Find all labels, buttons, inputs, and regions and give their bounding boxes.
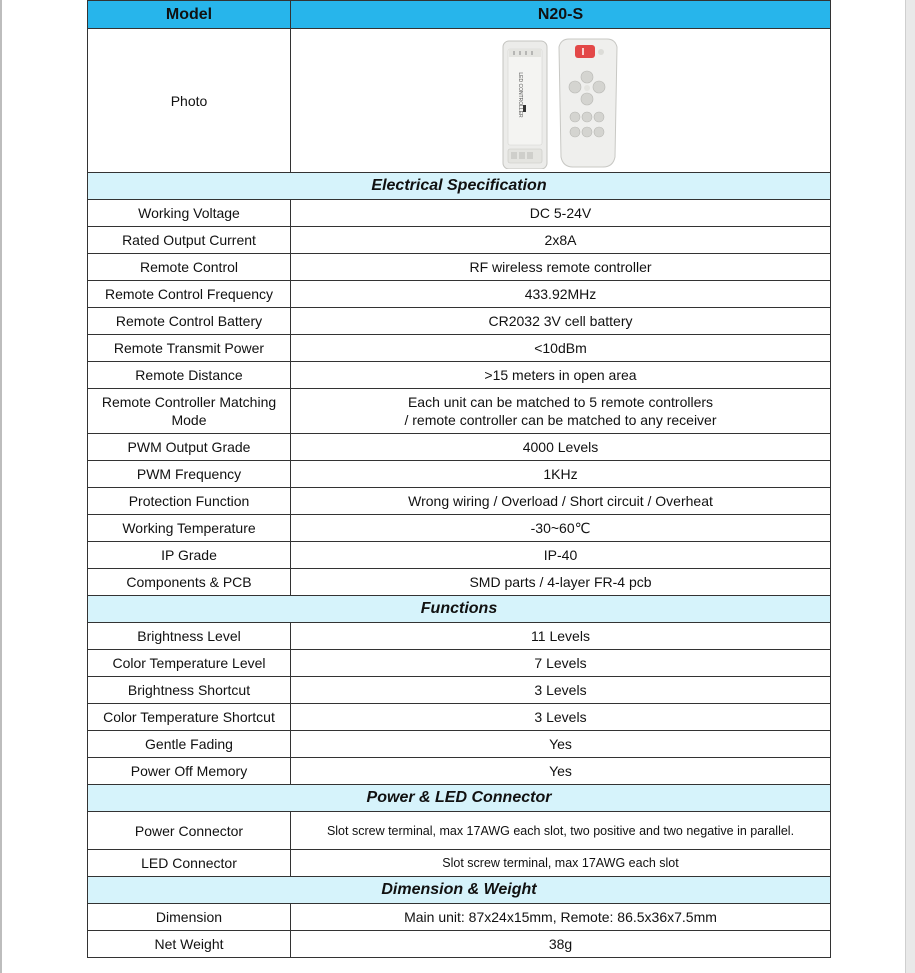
- table-row: [88, 850, 831, 877]
- spec-value: 3 Levels: [291, 677, 831, 704]
- spec-label: Brightness Shortcut: [88, 677, 291, 704]
- spec-label: Power Connector: [88, 812, 291, 850]
- spec-label: Gentle Fading: [88, 731, 291, 758]
- spec-value: RF wireless remote controller: [291, 254, 831, 281]
- table-row: [88, 389, 831, 434]
- spec-value: 7 Levels: [291, 650, 831, 677]
- spec-label: Protection Function: [88, 488, 291, 515]
- photo-label: Photo: [88, 29, 291, 173]
- table-row: [88, 623, 831, 650]
- spec-label: Color Temperature Level: [88, 650, 291, 677]
- spec-value: DC 5-24V: [291, 200, 831, 227]
- table-row: [88, 904, 831, 931]
- table-row: [88, 254, 831, 281]
- spec-value: Yes: [291, 731, 831, 758]
- spec-label: Net Weight: [88, 931, 291, 958]
- spec-label: Remote Control: [88, 254, 291, 281]
- spec-value-line: / remote controller can be matched to any receiver: [404, 412, 717, 428]
- controller-unit: [503, 41, 547, 169]
- spec-value: Yes: [291, 758, 831, 785]
- page-left-edge: [0, 0, 2, 973]
- table-row: [88, 704, 831, 731]
- table-row: [88, 227, 831, 254]
- spec-label: Remote Distance: [88, 362, 291, 389]
- spec-value: SMD parts / 4-layer FR-4 pcb: [291, 569, 831, 596]
- table-row: [88, 677, 831, 704]
- model-value: N20-S: [291, 1, 831, 29]
- spec-label: [88, 389, 291, 434]
- section-power-led: [88, 785, 831, 812]
- spec-label: Components & PCB: [88, 569, 291, 596]
- remote-controller: [559, 39, 617, 167]
- spec-label: Brightness Level: [88, 623, 291, 650]
- spec-value: 1KHz: [291, 461, 831, 488]
- section-title-electrical: Electrical Specification: [88, 173, 831, 200]
- controller-label-text: LED CONTROLLER: [516, 71, 523, 118]
- spec-value: >15 meters in open area: [291, 362, 831, 389]
- spec-value-line: Each unit can be matched to 5 remote controllers: [407, 394, 714, 410]
- spec-value: 38g: [291, 931, 831, 958]
- window-scrollbar-track[interactable]: [905, 0, 915, 973]
- spec-label: Remote Control Battery: [88, 308, 291, 335]
- spec-value: Slot screw terminal, max 17AWG each slot: [291, 850, 831, 877]
- product-photo-icon: [491, 33, 631, 169]
- spec-label: Working Temperature: [88, 515, 291, 542]
- model-label: Model: [88, 1, 291, 29]
- spec-value: 433.92MHz: [291, 281, 831, 308]
- spec-label: Dimension: [88, 904, 291, 931]
- table-row: [88, 515, 831, 542]
- header-row: [88, 1, 831, 29]
- spec-label: IP Grade: [88, 542, 291, 569]
- spec-label: Rated Output Current: [88, 227, 291, 254]
- spec-label: Power Off Memory: [88, 758, 291, 785]
- table-row: [88, 308, 831, 335]
- table-row: [88, 542, 831, 569]
- spec-value: IP-40: [291, 542, 831, 569]
- table-row: [88, 650, 831, 677]
- spec-value: 3 Levels: [291, 704, 831, 731]
- table-row: [88, 434, 831, 461]
- section-functions: [88, 596, 831, 623]
- spec-label: Remote Transmit Power: [88, 335, 291, 362]
- spec-label: Remote Control Frequency: [88, 281, 291, 308]
- spec-label: PWM Frequency: [88, 461, 291, 488]
- spec-label: PWM Output Grade: [88, 434, 291, 461]
- spec-value: -30~60℃: [291, 515, 831, 542]
- table-row: [88, 731, 831, 758]
- spec-label-line: Remote Controller Matching: [101, 394, 277, 410]
- photo-row: [88, 29, 831, 173]
- section-title-dimension-weight: Dimension & Weight: [88, 877, 831, 904]
- photo-cell: [291, 29, 831, 173]
- section-title-power-led: Power & LED Connector: [88, 785, 831, 812]
- table-row: [88, 569, 831, 596]
- spec-value: 4000 Levels: [291, 434, 831, 461]
- section-title-functions: Functions: [88, 596, 831, 623]
- table-row: [88, 758, 831, 785]
- table-row: [88, 362, 831, 389]
- spec-value: Main unit: 87x24x15mm, Remote: 86.5x36x7.5mm: [291, 904, 831, 931]
- section-electrical: [88, 173, 831, 200]
- spec-value: Slot screw terminal, max 17AWG each slot, two positive and two negative in parallel.: [291, 812, 831, 850]
- table-row: [88, 281, 831, 308]
- spec-label-line: Mode: [171, 412, 207, 428]
- spec-value: CR2032 3V cell battery: [291, 308, 831, 335]
- spec-value: Wrong wiring / Overload / Short circuit / Overheat: [291, 488, 831, 515]
- spec-label: LED Connector: [88, 850, 291, 877]
- table-row: [88, 200, 831, 227]
- table-row: [88, 488, 831, 515]
- spec-value: <10dBm: [291, 335, 831, 362]
- spec-label: Color Temperature Shortcut: [88, 704, 291, 731]
- spec-label: Working Voltage: [88, 200, 291, 227]
- spec-value: 11 Levels: [291, 623, 831, 650]
- table-row: [88, 335, 831, 362]
- table-row: [88, 931, 831, 958]
- section-dimension-weight: [88, 877, 831, 904]
- spec-value: [291, 389, 831, 434]
- spec-table: [87, 0, 831, 958]
- spec-value: 2x8A: [291, 227, 831, 254]
- table-row: [88, 812, 831, 850]
- table-row: [88, 461, 831, 488]
